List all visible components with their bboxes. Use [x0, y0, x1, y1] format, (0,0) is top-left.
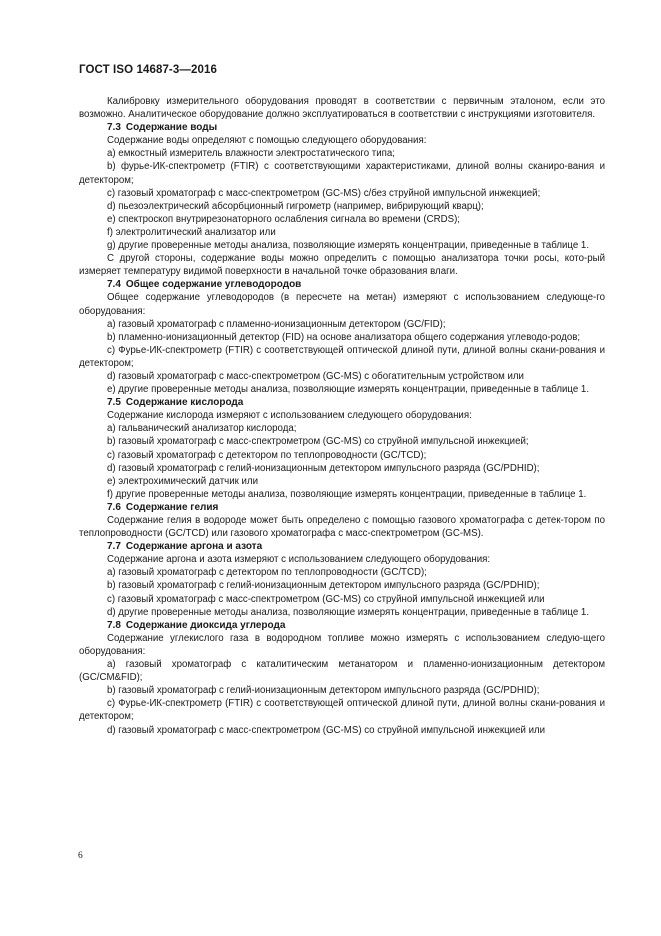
section-title: Содержание кислорода: [125, 397, 244, 409]
paragraph: d) газовый хроматограф с масс-спектрометром (GC-MS) со струйной импульсной инжекцией или: [107, 724, 546, 736]
paragraph: a) газовый хроматограф с каталитическим метанатором и пламенно-ионизационным детектором (GC/CM&FID);: [79, 659, 605, 684]
paragraph: c) газовый хроматограф с масс-спектрометром (GC-MS) со струйной импульсной инжекцией или: [107, 593, 545, 605]
paragraph: b) газовый хроматограф с масс-спектрометром (GC-MS) со струйной импульсной инжекцией;: [107, 436, 529, 448]
section-heading: [79, 121, 605, 134]
section-heading: [79, 619, 605, 632]
section-title: Содержание диоксида углерода: [125, 619, 286, 631]
paragraph: e) электрохимический датчик или: [107, 475, 259, 487]
paragraph: a) гальванический анализатор кислорода;: [107, 423, 297, 435]
document-header: ГОСТ ISO 14687-3—2016: [79, 64, 217, 76]
section-number: 7.8: [107, 619, 121, 631]
paragraph: a) газовый хроматограф с детектором по теплопроводности (GC/TCD);: [107, 567, 427, 579]
paragraph: b) газовый хроматограф с гелий-ионизационным детектором импульсного разряда (GC/PDHID);: [107, 580, 540, 592]
paragraph: c) газовый хроматограф с детектором по теплопроводности (GC/TCD);: [107, 449, 427, 461]
paragraph: Содержание аргона и азота измеряют с использованием следующего оборудования:: [107, 554, 491, 566]
section-number: 7.3: [107, 122, 121, 134]
paragraph: c) газовый хроматограф с масс-спектрометром (GC-MS) с/без струйной импульсной инжекцией;: [107, 187, 541, 199]
paragraph: Содержание гелия в водороде может быть определено с помощью газового хроматографа с детек-тором по теплопроводности (GC/TCD) или газового хроматографа с масс-спектрометром (GC-MS).: [79, 515, 605, 540]
section-title: Общее содержание углеводородов: [125, 279, 302, 291]
section-number: 7.6: [107, 501, 121, 513]
paragraph: Содержание воды определяют с помощью следующего оборудования:: [107, 135, 427, 147]
paragraph: d) пьезоэлектрический абсорбционный гигрометр (например, вибрирующий кварц);: [107, 200, 484, 212]
paragraph: d) газовый хроматограф с гелий-ионизационным детектором импульсного разряда (GC/PDHID);: [107, 462, 540, 474]
section-title: Содержание воды: [125, 122, 218, 134]
paragraph: b) пламенно-ионизационный детектор (FID) на основе анализатора общего содержания углеводо-родов;: [107, 331, 581, 343]
section-title: Содержание аргона и азота: [125, 541, 263, 553]
paragraph: С другой стороны, содержание воды можно определить с помощью анализатора точки росы, кото-рый измеряет температуру видимой поверхности в начальной точке образования влаги.: [79, 253, 605, 278]
paragraph: c) Фурье-ИК-спектрометр (FTIR) с соответствующей оптической длиной пути, длиной волны скани-рования и детектором;: [79, 344, 605, 369]
paragraph: f) электролитический анализатор или: [107, 226, 276, 238]
paragraph: e) спектроскоп внутрирезонаторного ослабления сигнала во времени (CRDS);: [107, 213, 460, 225]
page-number: 6: [78, 851, 83, 861]
paragraph: Калибровку измерительного оборудования проводят в соответствии с первичным эталоном, если это возможно. Аналитическое оборудование должно эксплуатироваться в соответствии с инструкциями изготовителя.: [79, 96, 605, 121]
section-heading: [79, 501, 605, 514]
section-number: 7.7: [107, 541, 121, 553]
paragraph: d) другие проверенные методы анализа, позволяющие измерять концентрации, приведенные в таблице 1.: [107, 606, 590, 618]
section-number: 7.5: [107, 397, 121, 409]
paragraph: e) другие проверенные методы анализа, позволяющие измерять концентрации, приведенные в таблице 1.: [107, 384, 590, 396]
section-title: Содержание гелия: [125, 501, 219, 513]
paragraph: Содержание кислорода измеряют с использованием следующего оборудования:: [107, 410, 472, 422]
paragraph: b) газовый хроматограф с гелий-ионизационным детектором импульсного разряда (GC/PDHID);: [107, 685, 540, 697]
paragraph: a) газовый хроматограф с пламенно-ионизационным детектором (GC/FID);: [107, 318, 446, 330]
paragraph: f) другие проверенные методы анализа, позволяющие измерять концентрации, приведенные в таблице 1.: [107, 488, 587, 500]
section-heading: [79, 540, 605, 553]
paragraph: b) фурье-ИК-спектрометр (FTIR) с соответствующими характеристиками, длиной волны сканиро-вания и детектором;: [79, 161, 605, 186]
section-heading: [79, 278, 605, 291]
paragraph: g) другие проверенные методы анализа, позволяющие измерять концентрации, приведенные в таблице 1.: [107, 240, 590, 252]
paragraph: Содержание углекислого газа в водородном топливе можно измерять с использованием следую-щего оборудования:: [79, 632, 605, 657]
paragraph: a) емкостный измеритель влажности электростатического типа;: [107, 148, 395, 160]
document-body: [79, 95, 605, 737]
section-number: 7.4: [107, 279, 121, 291]
section-heading: [79, 396, 605, 409]
paragraph: Общее содержание углеводородов (в пересчете на метан) измеряют с использованием следующе-го оборудования:: [79, 292, 605, 317]
paragraph: d) газовый хроматограф с масс-спектрометром (GC-MS) с обогатительным устройством или: [107, 370, 524, 382]
paragraph: c) Фурье-ИК-спектрометр (FTIR) с соответствующей оптической длиной пути, длиной волны скани-рования и детектором;: [79, 698, 605, 723]
